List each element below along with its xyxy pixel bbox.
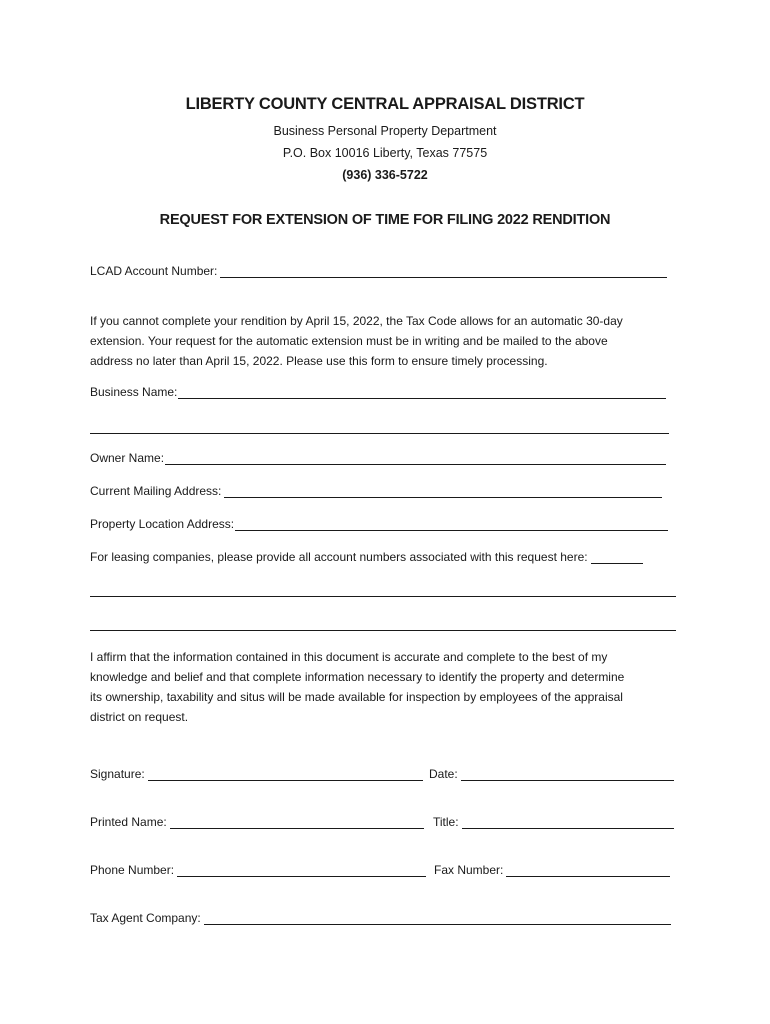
printed-name-label: Printed Name:	[90, 815, 167, 829]
affirmation-line: its ownership, taxability and situs will be made available for inspection by employees of the appraisal	[90, 690, 623, 704]
mailing-address-line[interactable]	[224, 485, 662, 498]
account-number-field[interactable]	[90, 264, 667, 278]
date-field[interactable]	[429, 767, 674, 781]
instructions-line: address no later than April 15, 2022. Please use this form to ensure timely processing.	[90, 354, 548, 368]
mailing-address-field[interactable]	[90, 484, 662, 498]
fax-number-field[interactable]	[434, 863, 670, 877]
printed-name-field[interactable]	[90, 815, 424, 829]
business-name-line[interactable]	[178, 386, 666, 399]
title-label: Title:	[433, 815, 459, 829]
affirmation-line: I affirm that the information contained in this document is accurate and complete to the best of my	[90, 650, 608, 664]
instructions-line: extension. Your request for the automatic extension must be in writing and be mailed to the above	[90, 334, 608, 348]
date-label: Date:	[429, 767, 458, 781]
business-name-field[interactable]	[90, 385, 666, 399]
tax-agent-company-label: Tax Agent Company:	[90, 911, 201, 925]
leasing-accounts-label: For leasing companies, please provide all account numbers associated with this request here:	[90, 550, 588, 564]
title-field[interactable]	[433, 815, 674, 829]
property-location-line[interactable]	[235, 518, 668, 531]
fax-number-label: Fax Number:	[434, 863, 504, 877]
leasing-accounts-line-2[interactable]	[90, 596, 676, 597]
form-title: REQUEST FOR EXTENSION OF TIME FOR FILING 2022 RENDITION	[159, 212, 611, 228]
tax-agent-company-line[interactable]	[204, 912, 671, 925]
affirmation-line: district on request.	[90, 710, 189, 724]
leasing-accounts-line[interactable]	[591, 551, 643, 564]
phone-number-label: Phone Number:	[90, 863, 175, 877]
fax-number-line[interactable]	[506, 864, 670, 877]
mailing-address: P.O. Box 10016 Liberty, Texas 77575	[282, 146, 488, 160]
date-line[interactable]	[461, 768, 674, 781]
leasing-accounts-field[interactable]	[90, 550, 643, 564]
owner-name-field[interactable]	[90, 451, 666, 465]
leasing-accounts-line-3[interactable]	[90, 630, 676, 631]
signature-field[interactable]	[90, 767, 423, 781]
title-line[interactable]	[462, 816, 674, 829]
instructions-line: If you cannot complete your rendition by April 15, 2022, the Tax Code allows for an automatic 30-day	[90, 314, 623, 328]
printed-name-line[interactable]	[170, 816, 424, 829]
organization-name: LIBERTY COUNTY CENTRAL APPRAISAL DISTRICT	[185, 95, 585, 113]
phone-number-line[interactable]	[177, 864, 426, 877]
department-name: Business Personal Property Department	[273, 124, 497, 138]
instructions-paragraph	[90, 311, 680, 371]
business-name-continuation-line[interactable]	[90, 433, 669, 434]
property-location-field[interactable]	[90, 517, 668, 531]
business-name-label: Business Name:	[90, 385, 178, 399]
signature-line[interactable]	[148, 768, 423, 781]
phone-number-field[interactable]	[90, 863, 426, 877]
owner-name-label: Owner Name:	[90, 451, 165, 465]
mailing-address-label: Current Mailing Address:	[90, 484, 222, 498]
signature-label: Signature:	[90, 767, 145, 781]
affirmation-paragraph	[90, 647, 680, 727]
account-number-line[interactable]	[220, 265, 667, 278]
owner-name-line[interactable]	[165, 452, 666, 465]
affirmation-line: knowledge and belief and that complete information necessary to identify the property and determine	[90, 670, 625, 684]
tax-agent-company-field[interactable]	[90, 911, 671, 925]
property-location-label: Property Location Address:	[90, 517, 235, 531]
phone-number: (936) 336-5722	[342, 168, 428, 182]
account-number-label: LCAD Account Number:	[90, 264, 218, 278]
